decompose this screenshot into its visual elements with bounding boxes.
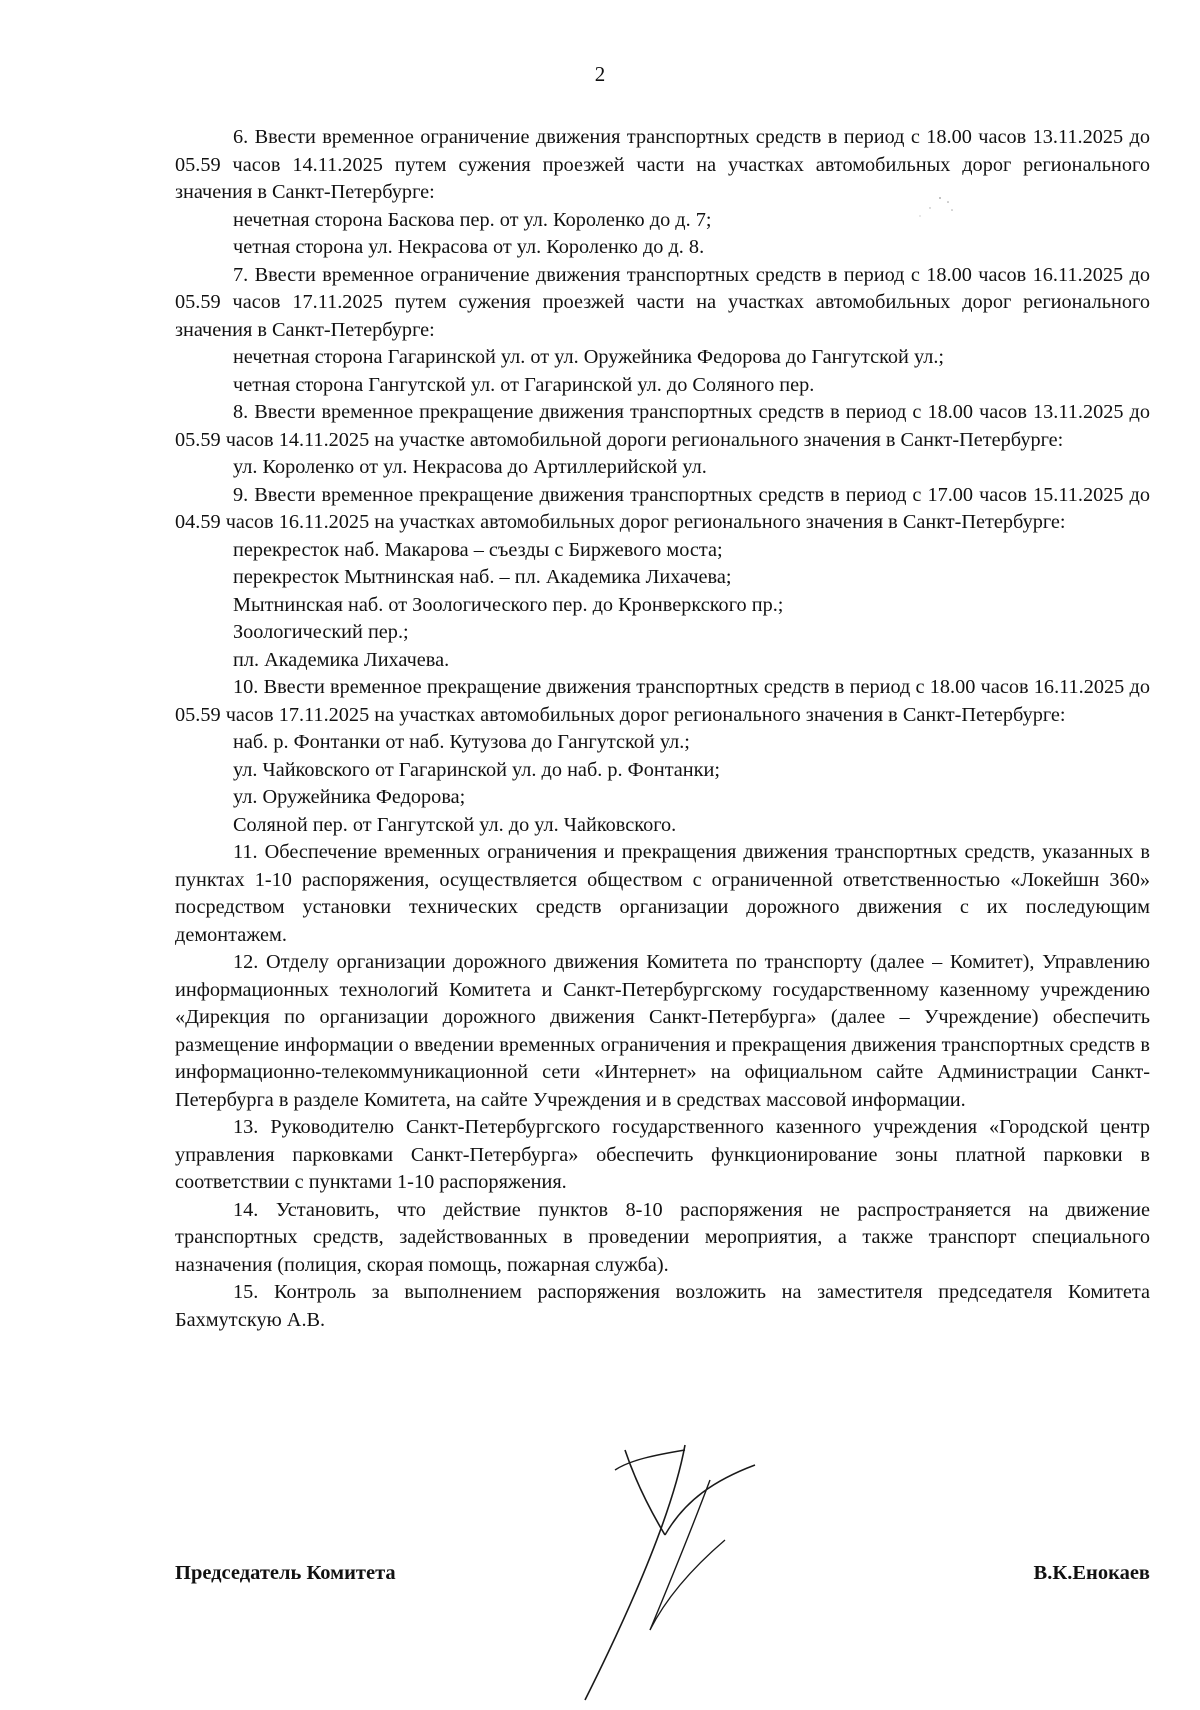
paragraph: 10. Ввести временное прекращение движения транспортных средств в период с 18.00 часов 16.11.2025 до 05.59 часов 17.11.2025 на участках автомобильных дорог регионального значения в Санкт-Петербурге: — [175, 676, 1150, 726]
paragraph: 15. Контроль за выполнением распоряжения возложить на заместителя председателя Комитета Бахмутскую А.В. — [175, 1281, 1150, 1331]
paragraph: 12. Отделу организации дорожного движения Комитета по транспорту (далее – Комитет), Управлению информационных технологий Комитета и Санкт-Петербургскому государственному казенному учреждению «Дирекция по организации дорожного движения Санкт-Петербурга» (далее – Учреждение) обеспечить размещение информации о введении временных ограничения и прекращения движения транспортных средств в информационно-телекоммуникационной сети «Интернет» на официальном сайте Администрации Санкт-Петербурга в разделе Комитета, на сайте Учреждения и в средствах массовой информации. — [175, 951, 1150, 1111]
paragraph: 13. Руководителю Санкт-Петербургского государственного казенного учреждения «Городской центр управления парковками Санкт-Петербурга» обеспечить функционирование зоны платной парковки в соответствии с пунктами 1-10 распоряжения. — [175, 1116, 1150, 1193]
signatory-position: Председатель Комитета — [175, 1562, 396, 1584]
list-item: нечетная сторона Гагаринской ул. от ул. Оружейника Федорова до Гангутской ул.; — [233, 346, 945, 368]
paragraph: 14. Установить, что действие пунктов 8-10 распоряжения не распространяется на движение транспортных средств, задействованных в проведении мероприятия, а также транспорт специального назначения (полиция, скорая помощь, пожарная служба). — [175, 1198, 1150, 1276]
list-item: ул. Короленко от ул. Некрасова до Артиллерийской ул. — [233, 456, 707, 478]
list-item: Зоологический пер.; — [233, 621, 409, 643]
list-item: четная сторона Гангутской ул. от Гагаринской ул. до Соляного пер. — [233, 373, 815, 396]
page-number: 2 — [594, 62, 606, 86]
document-body — [175, 124, 1150, 1334]
paragraph: 8. Ввести временное прекращение движения транспортных средств в период с 18.00 часов 13.11.2025 до 05.59 часов 14.11.2025 на участке автомобильной дороги регионального значения в Санкт-Петербурге: — [175, 401, 1150, 451]
list-item: Мытнинская наб. от Зоологического пер. до Кронверкского пр.; — [233, 593, 784, 616]
list-item: четная сторона ул. Некрасова от ул. Короленко до д. 8. — [233, 236, 705, 258]
signatory-name: В.К.Енокаев — [1033, 1562, 1150, 1584]
paragraph: 7. Ввести временное ограничение движения транспортных средств в период с 18.00 часов 16.11.2025 до 05.59 часов 17.11.2025 путем сужения проезжей части на участках автомобильных дорог регионального значения в Санкт-Петербурге: — [175, 263, 1150, 341]
list-item: перекресток Мытнинская наб. – пл. Академика Лихачева; — [233, 566, 732, 588]
scan-noise — [900, 190, 970, 230]
paragraph: 11. Обеспечение временных ограничения и прекращения движения транспортных средств, указанных в пунктах 1-10 распоряжения, осуществляется обществом с ограниченной ответственностью «Локейшн 360» посредством установки технических средств организации дорожного движения с их последующим демонтажем. — [175, 841, 1150, 946]
list-item: ул. Оружейника Федорова; — [233, 786, 466, 808]
paragraph: 6. Ввести временное ограничение движения транспортных средств в период с 18.00 часов 13.11.2025 до 05.59 часов 14.11.2025 путем сужения проезжей части на участках автомобильных дорог регионального значения в Санкт-Петербурге: — [175, 126, 1150, 203]
list-item: Соляной пер. от Гангутской ул. до ул. Чайковского. — [233, 813, 677, 836]
list-item: наб. р. Фонтанки от наб. Кутузова до Гангутской ул.; — [233, 731, 690, 753]
paragraph: 9. Ввести временное прекращение движения транспортных средств в период с 17.00 часов 15.11.2025 до 04.59 часов 16.11.2025 на участках автомобильных дорог регионального значения в Санкт-Петербурге: — [175, 483, 1150, 533]
list-item: нечетная сторона Баскова пер. от ул. Короленко до д. 7; — [233, 208, 712, 231]
list-item: перекресток наб. Макарова – съезды с Биржевого моста; — [233, 538, 723, 561]
list-item: ул. Чайковского от Гагаринской ул. до наб. р. Фонтанки; — [233, 758, 721, 781]
list-item: пл. Академика Лихачева. — [233, 648, 450, 671]
handwritten-signature — [555, 1440, 805, 1710]
